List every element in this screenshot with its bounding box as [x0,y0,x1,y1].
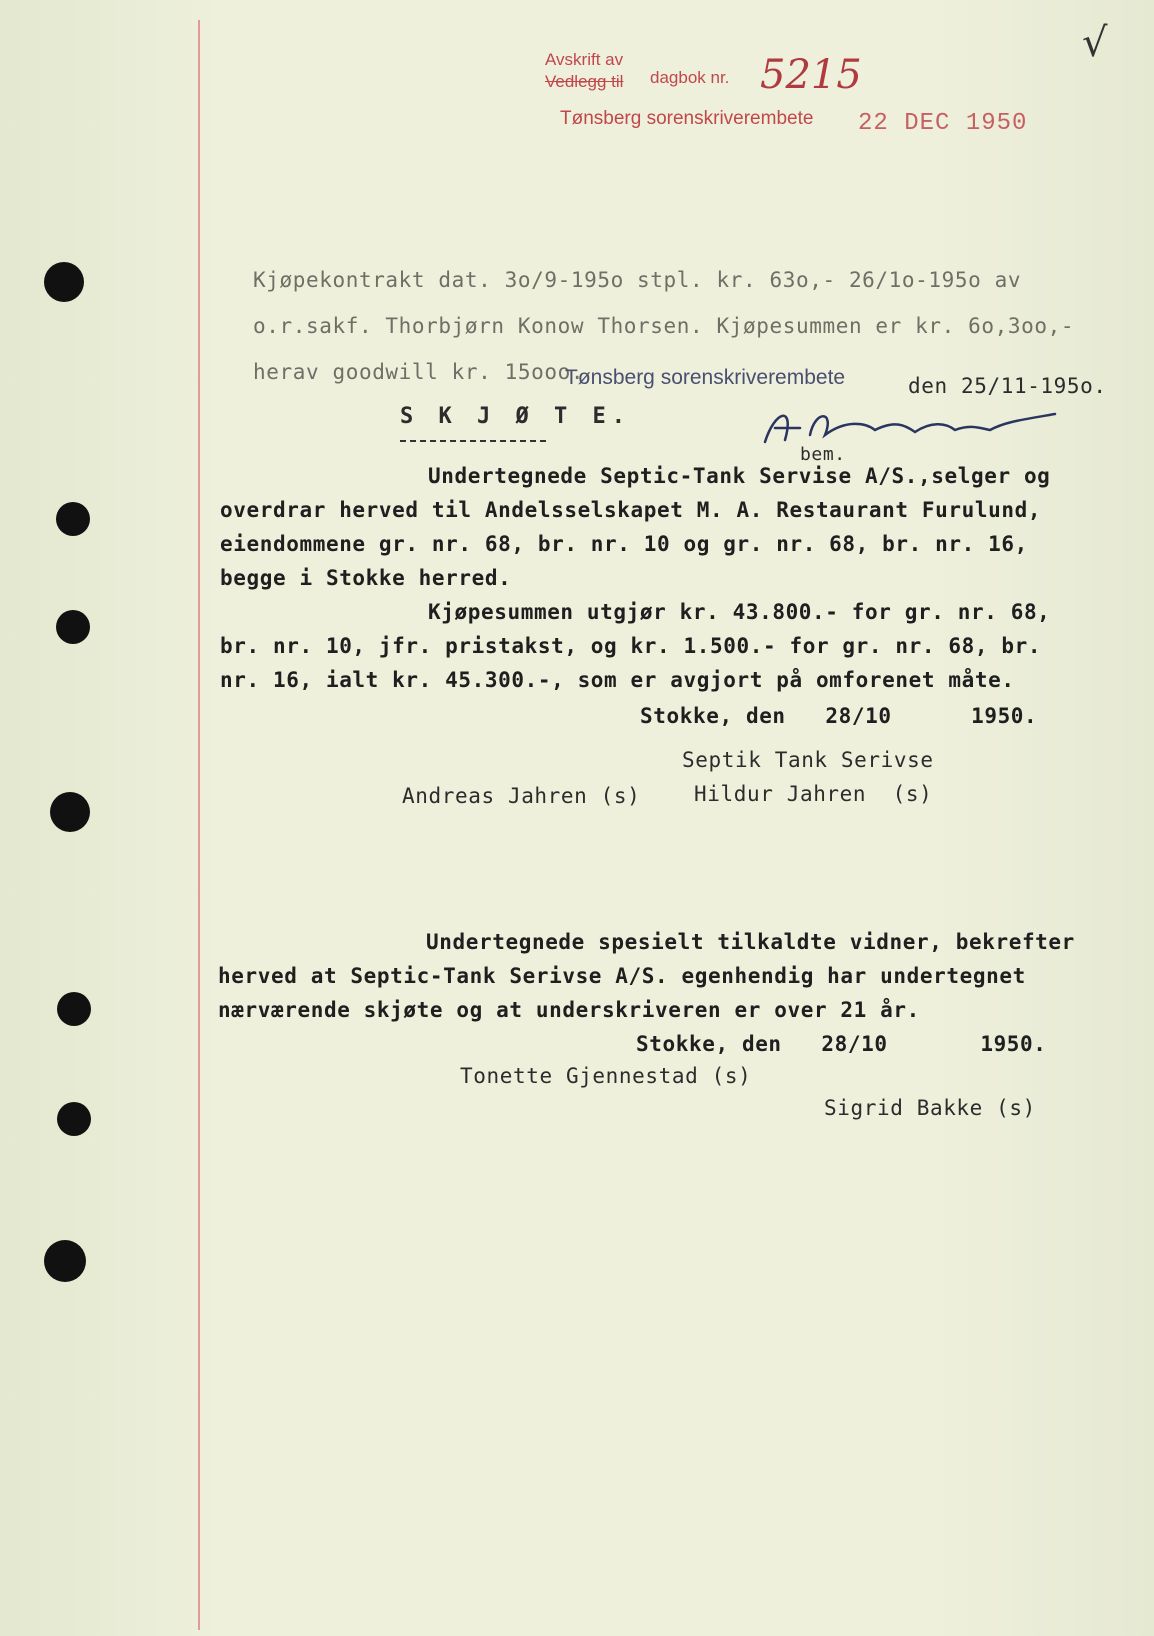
document-title: S K J Ø T E. [400,404,631,429]
header-line-2: o.r.sakf. Thorbjørn Konow Thorsen. Kjøpesummen er kr. 6o,3oo,- [253,314,1075,338]
witness-2: Sigrid Bakke (s) [824,1096,1036,1120]
registry-date: den 25/11-195o. [908,374,1107,398]
body-p1-line-1: Undertegnede Septic-Tank Servise A/S.,selger og [428,464,1051,488]
place-date-1: Stokke, den 28/10 1950. [640,704,1038,728]
stamp-date: 22 DEC 1950 [858,110,1028,137]
check-mark: √ [1082,20,1108,66]
body-p1-line-4: begge i Stokke herred. [220,566,512,590]
stamp-dagbok: dagbok nr. [650,68,730,87]
witness-1: Tonette Gjennestad (s) [460,1064,752,1088]
bem-label: bem. [800,444,846,465]
punch-hole [56,610,90,644]
title-underline [400,440,546,442]
body-p2-line-1: Kjøpesummen utgjør kr. 43.800.- for gr. nr. 68, [428,600,1051,624]
body-p2-line-3: nr. 16, ialt kr. 45.300.-, som er avgjort på omforenet måte. [220,668,1015,692]
stamp-journal-number: 5215 [760,52,862,98]
signer-2: Hildur Jahren (s) [694,782,933,806]
punch-hole [44,262,84,302]
body-p3-line-2: herved at Septic-Tank Serivse A/S. egenhendig har undertegnet [218,964,1026,988]
body-p2-line-2: br. nr. 10, jfr. pristakst, og kr. 1.500.- for gr. nr. 68, br. [220,634,1042,658]
punch-hole [50,792,90,832]
stamp-vedlegg: Vedlegg til [545,72,624,91]
punch-hole [56,502,90,536]
margin-line [198,20,200,1630]
signer-1: Andreas Jahren (s) [402,784,641,808]
stamp-avskrift: Avskrift av [545,50,624,69]
place-date-2: Stokke, den 28/10 1950. [636,1032,1047,1056]
punch-hole [57,992,91,1026]
stamp-office: Tønsberg sorenskriverembete [560,108,814,129]
header-line-3: herav goodwill kr. 15ooo. [253,360,585,384]
body-p1-line-3: eiendommene gr. nr. 68, br. nr. 10 og gr. nr. 68, br. nr. 16, [220,532,1028,556]
body-p3-line-3: nærværende skjøte og at underskriveren er over 21 år. [218,998,920,1022]
punch-hole [57,1102,91,1136]
company-name: Septik Tank Serivse [682,748,934,772]
header-line-1: Kjøpekontrakt dat. 3o/9-195o stpl. kr. 63o,- 26/1o-195o av [253,268,1022,292]
punch-hole [44,1240,86,1282]
watermark [162,80,300,113]
registry-stamp: Tønsberg sorenskriverembete [565,366,846,389]
body-p1-line-2: overdrar herved til Andelsselskapet M. A. Restaurant Furulund, [220,498,1042,522]
body-p3-line-1: Undertegnede spesielt tilkaldte vidner, bekrefter [426,930,1075,954]
